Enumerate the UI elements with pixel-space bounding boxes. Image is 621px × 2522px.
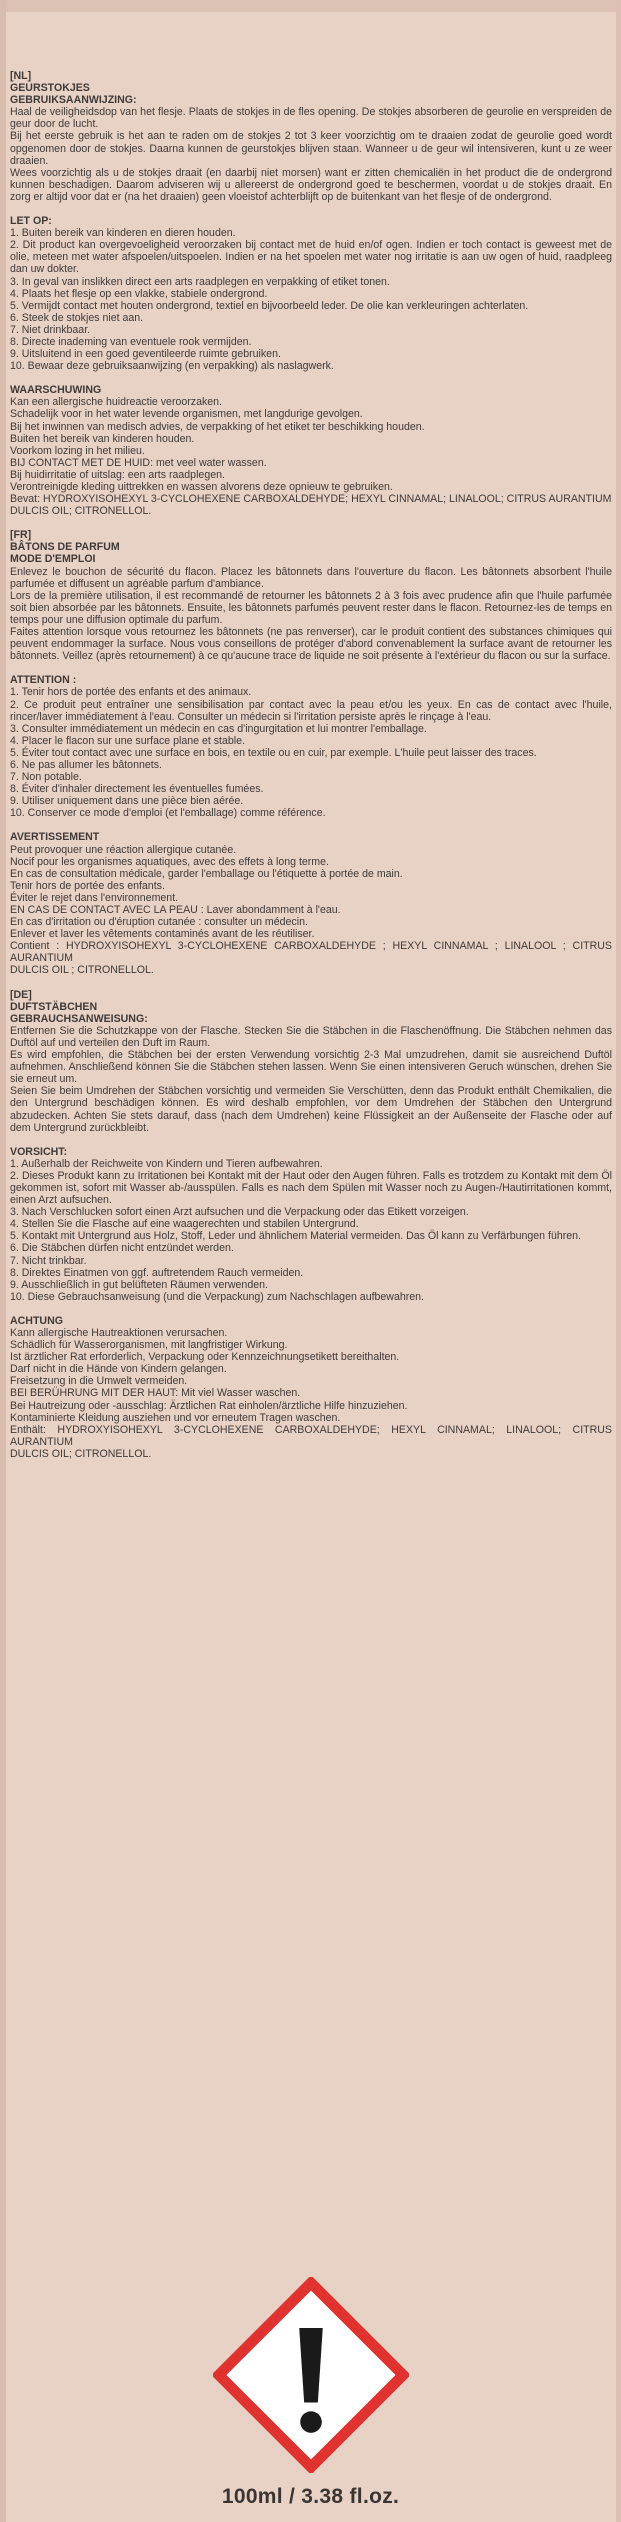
volume-label: 100ml / 3.38 fl.oz. bbox=[221, 2485, 400, 2508]
usage-section bbox=[10, 529, 612, 662]
left-fold bbox=[0, 0, 6, 2522]
warning-line: Bij huidirritatie of uitslag: een arts raadplegen. bbox=[10, 468, 225, 481]
caution-item: 5. Kontakt mit Untergrund aus Holz, Stoff, Leder und ähnlichem Material vermeiden. Das Öl kann zu Verfärbungen führen. bbox=[10, 1230, 582, 1243]
usage-section bbox=[10, 70, 612, 203]
warning-line: Freisetzung in die Umwelt vermeiden. bbox=[10, 1375, 188, 1388]
caution-item: 7. Niet drinkbaar. bbox=[10, 323, 91, 336]
warning-line: BIJ CONTACT MET DE HUID: met veel water wassen. bbox=[10, 456, 267, 469]
caution-item: 4. Plaats het flesje op een vlakke, stabiele ondergrond. bbox=[10, 287, 268, 300]
caution-item: 2. Dit product kan overgevoeligheid veroorzaken bij contact met de huid en/of ogen. Indien er toch contact is geweest met de olie, meteen met water afspoelen/uitspoelen. Indien er na het spoelen met water nog irritatie is aan uw ogen of huid, raadpleeg dan uw dokter. bbox=[10, 239, 612, 276]
caution-item: 10. Conserver ce mode d'emploi (et l'emballage) comme référence. bbox=[10, 807, 326, 820]
caution-item: 6. Die Stäbchen dürfen nicht entzündet werden. bbox=[10, 1242, 234, 1255]
warning-line: Bei Hautreizung oder -ausschlag: Ärztlichen Rat einholen/ärztliche Hilfe hinzuziehen. bbox=[10, 1399, 408, 1412]
ghs-exclamation-mark-icon bbox=[213, 2277, 409, 2473]
caution-item: 5. Vermijdt contact met houten ondergrond, textiel en bijvoorbeeld leder. De olie kan verkleuringen achterlaten. bbox=[10, 299, 529, 312]
caution-heading: ATTENTION : bbox=[10, 674, 77, 687]
caution-item: 4. Stellen Sie die Flasche auf eine waagerechten und stabilen Untergrund. bbox=[10, 1218, 359, 1231]
warning-line: Nocif pour les organismes aquatiques, avec des effets à long terme. bbox=[10, 855, 329, 868]
usage-paragraph: Bij het eerste gebruik is het aan te raden om de stokjes 2 tot 3 keer voorzichtig om te draaien zodat de geurolie goed wordt opgenomen door de stokjes. Daarna kunnen de geurstokjes blijven staan. Wanneer u de geur wil intensiveren, kunt u ze weer draaien. bbox=[10, 130, 612, 167]
caution-item: 6. Ne pas allumer les bâtonnets. bbox=[10, 758, 162, 771]
warning-line: DULCIS OIL; CITRONELLOL. bbox=[10, 505, 152, 518]
language-tag: [NL] bbox=[10, 70, 32, 82]
usage-section bbox=[10, 989, 612, 1134]
caution-item: 8. Direktes Einatmen von ggf. auftretendem Rauch vermeiden. bbox=[10, 1266, 304, 1279]
caution-heading: LET OP: bbox=[10, 215, 52, 228]
warning-line: Peut provoquer une réaction allergique cutanée. bbox=[10, 843, 237, 856]
warning-section bbox=[10, 831, 612, 976]
usage-paragraph: Es wird empfohlen, die Stäbchen bei der ersten Verwendung vorsichtig 2-3 Mal umzudrehen, damit sie ausreichend Duftöl aufnehmen. Anschließend können Sie die Stäbchen stehen lassen. Wenn Sie einen intensiveren Geruch wünschen, drehen Sie sie erneut um. bbox=[10, 1049, 612, 1086]
warning-line: Voorkom lozing in het milieu. bbox=[10, 444, 145, 457]
warning-line: Enlever et laver les vêtements contaminés avant de les réutiliser. bbox=[10, 928, 315, 941]
language-tag: [DE] bbox=[10, 988, 32, 1001]
usage-paragraph: Wees voorzichtig als u de stokjes draait (en daarbij niet morsen) want er zitten chemicaliën in het product die de ondergrond kunnen beschadigen. Daarom adviseren wij u allereerst de ondergrond goed te beschermen, voordat u de stokjes draait. En zorg er altijd voor dat er (na het draaien) geen vloeistof achterblijft op de buitenkant van het flesje of de ondergrond. bbox=[10, 166, 612, 203]
warning-line: Schädlich für Wasserorganismen, mit langfristiger Wirkung. bbox=[10, 1339, 288, 1352]
warning-line: En cas d'irritation ou d'éruption cutanée : consulter un médecin. bbox=[10, 916, 308, 929]
warning-section bbox=[10, 384, 612, 517]
warning-heading: AVERTISSEMENT bbox=[10, 831, 100, 844]
caution-item: 7. Nicht trinkbar. bbox=[10, 1254, 87, 1267]
right-fold bbox=[616, 0, 621, 2522]
caution-heading: VORSICHT: bbox=[10, 1145, 68, 1158]
caution-section bbox=[10, 215, 612, 372]
usage-paragraph: Entfernen Sie die Schutzkappe von der Flasche. Stecken Sie die Stäbchen in die Flaschenöffnung. Die Stäbchen nehmen das Duftöl auf und verteilen den Duft im Raum. bbox=[10, 1024, 612, 1049]
lang-block-de bbox=[10, 989, 612, 1460]
warning-line: BEI BERÜHRUNG MIT DER HAUT: Mit viel Wasser waschen. bbox=[10, 1387, 301, 1400]
caution-item: 1. Buiten bereik van kinderen en dieren houden. bbox=[10, 227, 236, 240]
usage-paragraph: Faites attention lorsque vous retournez les bâtonnets (ne pas renverser), car le produit contient des substances chimiques qui peuvent endommager la surface. Nous vous conseillons de protéger d'abord convenablement la surface avant de retourner les bâtonnets. Veillez (après retournement) à ce qu'aucune trace de liquide ne soit présente à l'extérieur du flacon ou sur la surface. bbox=[10, 626, 612, 663]
caution-item: 9. Ausschließlich in gut belüfteten Räumen verwenden. bbox=[10, 1278, 268, 1291]
caution-item: 3. Consulter immédiatement un médecin en cas d'ingurgitation et lui montrer l'emballage. bbox=[10, 722, 427, 735]
caution-item: 7. Non potable. bbox=[10, 771, 82, 784]
warning-heading: ACHTUNG bbox=[10, 1314, 63, 1327]
warning-line: Buiten het bereik van kinderen houden. bbox=[10, 432, 195, 445]
caution-item: 1. Außerhalb der Reichweite von Kindern und Tieren aufbewahren. bbox=[10, 1157, 323, 1170]
warning-heading: WAARSCHUWING bbox=[10, 384, 102, 397]
warning-line: Ist ärztlicher Rat erforderlich, Verpackung oder Kennzeichnungsetikett bereithalten. bbox=[10, 1351, 400, 1364]
usage-paragraph: Lors de la première utilisation, il est recommandé de retourner les bâtonnets 2 à 3 fois avec prudence afin que l'huile parfumée soit bien absorbée par les bâtonnets. Ensuite, les bâtonnets parfumés peuvent rester dans le flacon. Retournez-les de temps en temps pour une diffusion optimale du parfum. bbox=[10, 589, 612, 626]
caution-item: 5. Éviter tout contact avec une surface en bois, en textile ou en cuir, par exemple. L'huile peut laisser des traces. bbox=[10, 746, 537, 759]
usage-heading: GEBRAUCHSANWEISUNG: bbox=[10, 1012, 148, 1025]
warning-line: Tenir hors de portée des enfants. bbox=[10, 879, 165, 892]
warning-line: Verontreinigde kleding uittrekken en wassen alvorens deze opnieuw te gebruiken. bbox=[10, 481, 393, 493]
caution-item: 9. Uitsluitend in een goed geventileerde ruimte gebruiken. bbox=[10, 348, 281, 361]
caution-item: 8. Directe inademing van eventuele rook vermijden. bbox=[10, 335, 252, 348]
language-tag: [FR] bbox=[10, 529, 32, 542]
warning-line: En cas de consultation médicale, garder l'emballage ou l'étiquette à portée de main. bbox=[10, 867, 403, 880]
warning-line: Bevat: HYDROXYISOHEXYL 3-CYCLOHEXENE CARBOXALDEHYDE; HEXYL CINNAMAL; LINALOOL; CITRUS AURANTIUM bbox=[10, 493, 612, 506]
caution-item: 3. Nach Verschlucken sofort einen Arzt aufsuchen und die Verpackung oder das Etikett vorzeigen. bbox=[10, 1206, 469, 1219]
warning-line: Contient : HYDROXYISOHEXYL 3-CYCLOHEXENE CARBOXALDEHYDE ; HEXYL CINNAMAL ; LINALOOL ; CITRUS AURANTIUM bbox=[10, 940, 612, 965]
warning-line: Kontaminierte Kleidung ausziehen und vor erneutem Tragen waschen. bbox=[10, 1411, 341, 1424]
warning-line: Enthält: HYDROXYISOHEXYL 3-CYCLOHEXENE CARBOXALDEHYDE; HEXYL CINNAMAL; LINALOOL; CITRUS AURANTIUM bbox=[10, 1423, 612, 1448]
caution-item: 4. Placer le flacon sur une surface plane et stable. bbox=[10, 734, 245, 747]
usage-paragraph: Enlevez le bouchon de sécurité du flacon. Placez les bâtonnets dans l'ouverture du flacon. Les bâtonnets absorbent l'huile parfumée et diffusent un agréable parfum d'ambiance. bbox=[10, 565, 612, 590]
warning-line: EN CAS DE CONTACT AVEC LA PEAU : Laver abondamment à l'eau. bbox=[10, 904, 341, 916]
warning-line: Schadelijk voor in het water levende organismen, met langdurige gevolgen. bbox=[10, 408, 363, 421]
caution-item: 10. Bewaar deze gebruiksaanwijzing (en verpakking) als naslagwerk. bbox=[10, 360, 334, 373]
caution-section bbox=[10, 674, 612, 819]
warning-line: Darf nicht in die Hände von Kindern gelangen. bbox=[10, 1363, 227, 1376]
lang-block-fr bbox=[10, 529, 612, 976]
caution-item: 8. Éviter d'inhaler directement les éventuelles fumées. bbox=[10, 783, 264, 796]
warning-line: DULCIS OIL; CITRONELLOL. bbox=[10, 1447, 152, 1460]
warning-line: Bij het inwinnen van medisch advies, de verpakking of het etiket ter beschikking houden. bbox=[10, 420, 425, 433]
caution-section bbox=[10, 1146, 612, 1303]
usage-heading: GEBRUIKSAANWIJZING: bbox=[10, 94, 137, 107]
caution-item: 10. Diese Gebrauchsanweisung (und die Verpackung) zum Nachschlagen aufbewahren. bbox=[10, 1290, 424, 1303]
usage-paragraph: Haal de veiligheidsdop van het flesje. Plaats de stokjes in de fles opening. De stokjes absorberen de geurolie en verspreiden de geur door de lucht. bbox=[10, 106, 612, 131]
product-title: GEURSTOKJES bbox=[10, 82, 90, 95]
caution-item: 2. Ce produit peut entraîner une sensibilisation par contact avec la peau et/ou les yeux. En cas de contact avec l'huile, rincer/laver immédiatement à l'eau. Consulter un médecin si l'irritation persiste après le rinçage à l'eau. bbox=[10, 698, 612, 723]
warning-line: Kan een allergische huidreactie veroorzaken. bbox=[10, 396, 223, 409]
caution-item: 1. Tenir hors de portée des enfants et des animaux. bbox=[10, 686, 252, 699]
caution-item: 2. Dieses Produkt kann zu Irritationen bei Kontakt mit der Haut oder den Augen führen. Falls es trotzdem zu Kontakt mit dem Öl gekommen ist, sofort mit Wasser ab-/ausspülen. Falls es nach dem Spülen mit Wasser noch zu Augen-/Hautirritationen kommt, einen Arzt aufsuchen. bbox=[10, 1169, 612, 1207]
warning-line: Kann allergische Hautreaktionen verursachen. bbox=[10, 1327, 228, 1339]
warning-line: Éviter le rejet dans l'environnement. bbox=[10, 891, 179, 904]
usage-heading: MODE D'EMPLOI bbox=[10, 553, 96, 566]
lang-block-nl bbox=[10, 70, 612, 517]
top-flap bbox=[0, 0, 621, 12]
product-title: BÂTONS DE PARFUM bbox=[10, 541, 120, 554]
usage-paragraph: Seien Sie beim Umdrehen der Stäbchen vorsichtig und vermeiden Sie Verschütten, denn das Produkt enthält Chemikalien, die den Untergrund beschädigen können. Es wird deshalb empfohlen, vor dem Umdrehen der Stäbchen den Untergrund abzudecken. Achten Sie stets darauf, dass (nach dem Umdrehen) keine Flüssigkeit an der Außenseite der Flasche oder auf dem Untergrund zurückbleibt. bbox=[10, 1085, 612, 1134]
instructions-text bbox=[10, 70, 612, 1472]
caution-item: 9. Utiliser uniquement dans une pièce bien aérée. bbox=[10, 795, 244, 808]
product-title: DUFTSTÄBCHEN bbox=[10, 1000, 98, 1013]
warning-section bbox=[10, 1315, 612, 1460]
caution-item: 6. Steek de stokjes niet aan. bbox=[10, 311, 144, 324]
warning-line: DULCIS OIL ; CITRONELLOL. bbox=[10, 964, 154, 977]
caution-item: 3. In geval van inslikken direct een arts raadplegen en verpakking of etiket tonen. bbox=[10, 275, 390, 288]
